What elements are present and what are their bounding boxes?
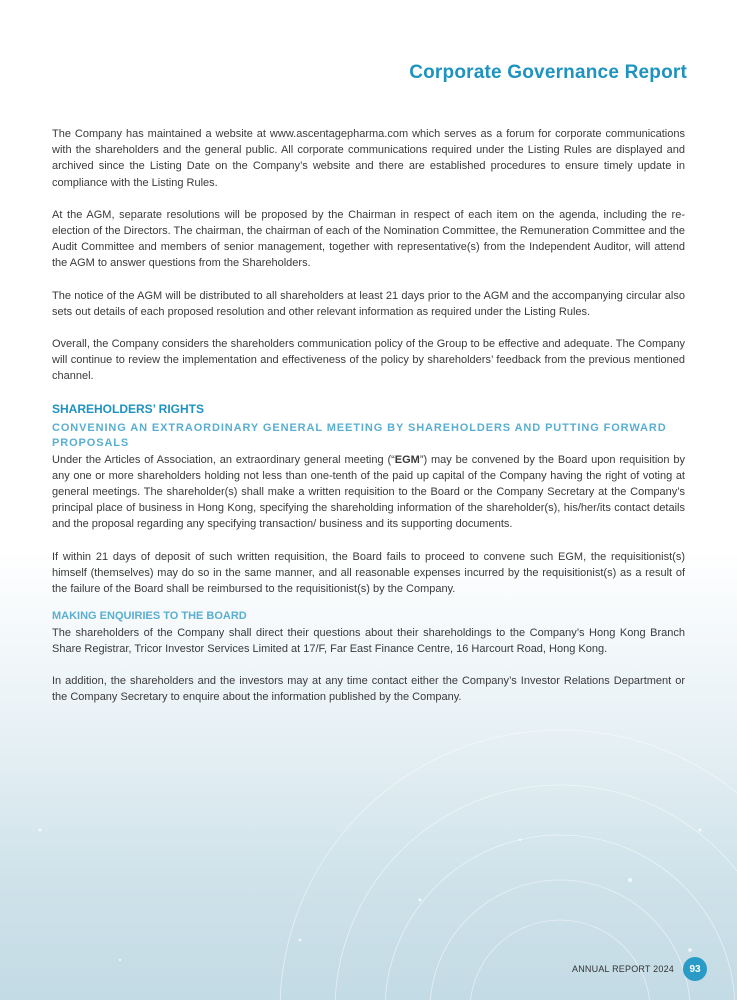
- subheading-convening-egm: CONVENING AN EXTRAORDINARY GENERAL MEETING BY SHAREHOLDERS AND PUTTING FORWARD PROPOSALS: [52, 421, 667, 450]
- footer-label: ANNUAL REPORT 2024: [572, 964, 674, 974]
- page-footer: [572, 957, 707, 981]
- page-title: Corporate Governance Report: [409, 62, 687, 83]
- paragraph-agm-resolutions: At the AGM, separate resolutions will be proposed by the Chairman in respect of each item on the agenda, including the re-election of the Directors. The chairman, the chairman of each of the Nomination Committee, the Remuneration Committee and the Audit Committee and members of senior management, together with representative(s) from the Independent Auditor, will attend the AGM to answer questions from the Shareholders.: [52, 208, 685, 270]
- subheading-enquiries: MAKING ENQUIRIES TO THE BOARD: [52, 610, 247, 623]
- paragraph-communication-policy: Overall, the Company considers the shareholders communication policy of the Group to be effective and adequate. The Company will continue to review the implementation and effectiveness of the policy by shareholders’ feedback from the previous mentioned channel.: [52, 338, 685, 383]
- paragraph-website: The Company has maintained a website at www.ascentagepharma.com which serves as a forum for corporate communications with the shareholders and the general public. All corporate communications required under the Listing Rules are displayed and archived since the Listing Date on the Company’s website and there are established procedures to ensure timely update in compliance with the Listing Rules.: [52, 128, 685, 189]
- egm-bold-term: EGM: [394, 453, 420, 466]
- paragraph-agm-notice: The notice of the AGM will be distributed to all shareholders at least 21 days prior to the AGM and the accompanying circular also sets out details of each proposed resolution and other relevant information as required under the Listing Rules.: [52, 289, 685, 318]
- egm-text-before: Under the Articles of Association, an extraordinary general meeting (“: [52, 453, 395, 466]
- egm-text-after: ”) may be convened by the Board upon requisition by any one or more shareholders holding not less than one-tenth of the paid up capital of the Company having the right of voting at general meetings. The shareholder(s) shall make a written requisition to the Board or the Company Secretary at the Company’s principal place of business in Hong Kong, specifying the shareholding information of the shareholder(s), his/her/its contact details and the proposal regarding any specifying transaction/ business and its supporting documents.: [52, 453, 685, 531]
- paragraph-investor-relations: In addition, the shareholders and the investors may at any time contact either the Company’s Investor Relations Department or the Company Secretary to enquire about the information published by the Company.: [52, 675, 685, 704]
- paragraph-egm-failure: If within 21 days of deposit of such written requisition, the Board fails to proceed to convene such EGM, the requisitionist(s) himself (themselves) may do so in the same manner, and all reasonable expenses incurred by the requisitionist(s) as a result of the failure of the Board shall be reimbursed to the requisitionist(s) by the Company.: [52, 550, 685, 596]
- report-body: [52, 126, 685, 706]
- paragraph-egm-requisition: [52, 452, 685, 533]
- paragraph-share-registrar: The shareholders of the Company shall direct their questions about their shareholdings to the Company’s Hong Kong Branch Share Registrar, Tricor Investor Services Limited at 17/F, Far East Finance Centre, 16 Harcourt Road, Hong Kong.: [52, 626, 685, 655]
- page-number-badge: 93: [683, 957, 707, 981]
- section-heading-shareholders-rights: SHAREHOLDERS’ RIGHTS: [52, 401, 205, 416]
